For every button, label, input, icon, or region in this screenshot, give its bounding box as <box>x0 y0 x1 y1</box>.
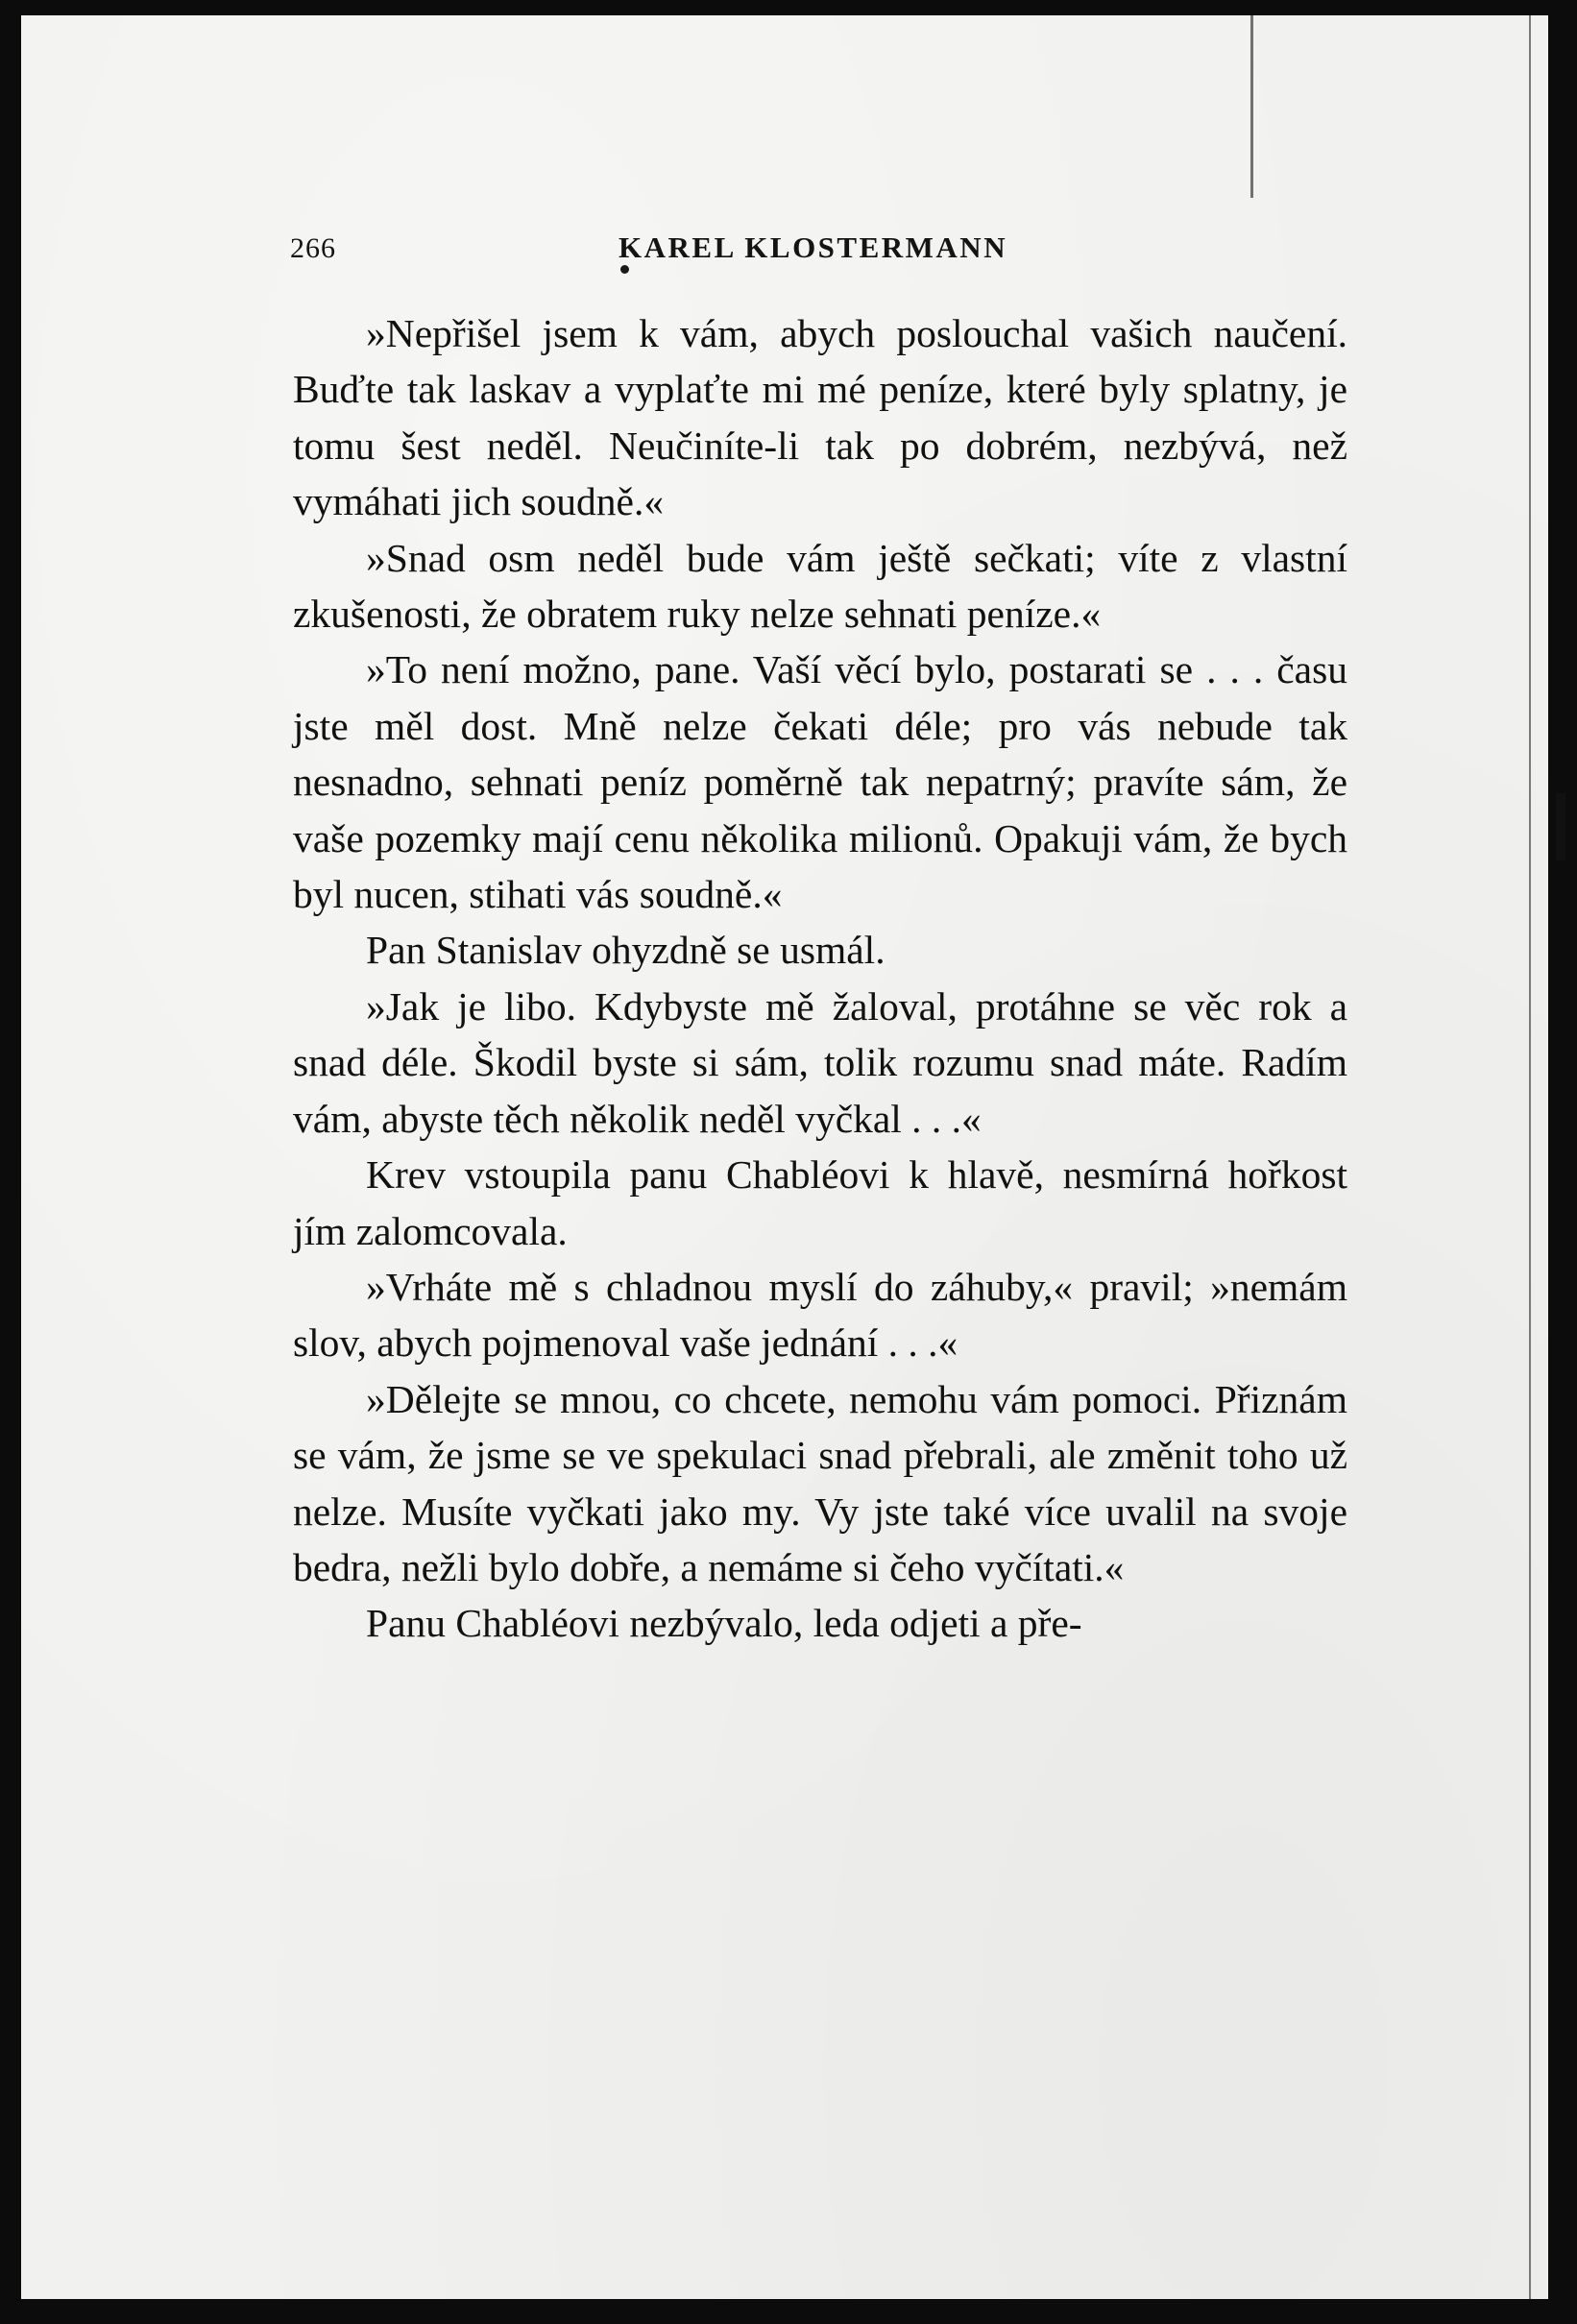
body-text <box>293 305 1347 1652</box>
page-edge-line <box>1529 15 1531 2299</box>
paragraph: »Nepřišel jsem k vám, abych poslouchal vašich naučení. Buďte tak laskav a vyplaťte mi mé peníze, které byly splatny, je tomu šest neděl. Neučiníte-li tak po dobrém, nezbývá, než vymáhati jich soudně.« <box>293 311 1347 524</box>
paragraph: Krev vstoupila panu Chabléovi k hlavě, nesmírná hořkost jím zalomcovala. <box>293 1152 1347 1253</box>
running-head: KAREL KLOSTERMANN <box>619 230 1008 264</box>
paragraph: Pan Stanislav ohyzdně se usmál. <box>366 928 886 973</box>
paragraph: »Dělejte se mnou, co chcete, nemohu vám pomoci. Přiznám se vám, že jsme se ve spekulaci snad přebrali, ale změnit toho už nelze. Musíte vyčkati jako my. Vy jste také více uvalil na svoje bedra, nežli bylo dobře, a nemáme si čeho vyčítati.« <box>293 1376 1347 1589</box>
page-crease <box>1250 15 1253 198</box>
paragraph: Panu Chabléovi nezbývalo, leda odjeti a pře- <box>366 1601 1082 1646</box>
page-edge-mark <box>1556 793 1565 860</box>
page-header <box>271 229 1020 271</box>
paragraph: »To není možno, pane. Vaší věcí bylo, postarati se . . . času jste měl dost. Mně nelze čekati déle; pro vás nebude tak nesnadno, sehnati peníz poměrně tak nepatrný; pravíte sám, že vaše pozemky mají cenu několika milionů. Opakuji vám, že bych byl nucen, stihati vás soudně.« <box>293 647 1347 917</box>
paragraph: »Jak je libo. Kdybyste mě žaloval, protáhne se věc rok a snad déle. Škodil byste si sám, tolik rozumu snad máte. Radím vám, abyste těch několik neděl vyčkal . . .« <box>293 983 1347 1141</box>
paragraph: »Snad osm neděl bude vám ještě sečkati; víte z vlastní zkušenosti, že obratem ruky nelze sehnati peníze.« <box>293 535 1347 637</box>
page-number: 266 <box>290 232 336 264</box>
paragraph: »Vrháte mě s chladnou myslí do záhuby,« pravil; »nemám slov, abych pojmenoval vaše jednání . . .« <box>293 1264 1347 1366</box>
ornament-dot <box>620 265 629 274</box>
